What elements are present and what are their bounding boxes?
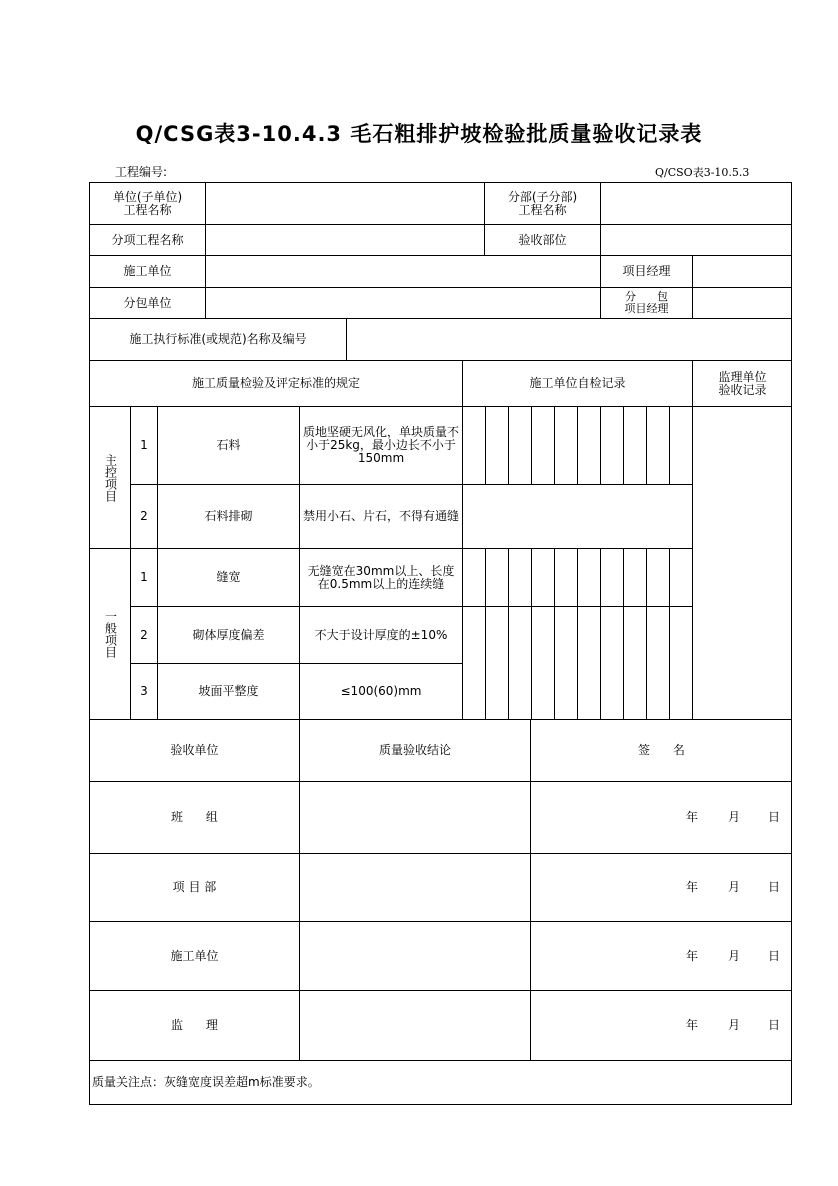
acceptance-row-supervision: 监 理 [171,1018,218,1032]
self-check-header: 施工单位自检记录 [529,376,626,390]
contractor-label: 施工单位 [123,264,172,278]
date-day: 日 [767,880,780,894]
form-code: Q/CSO表3-10.5.3 [655,166,750,179]
acceptance-unit-header: 验收单位 [170,743,219,757]
spec-header: 施工质量检验及评定标准的规定 [191,376,360,390]
date-month: 月 [727,1018,740,1032]
date-month: 月 [727,810,740,824]
acceptance-row-project-dept: 项 目 部 [172,880,217,894]
supervision-header: 监理单位 验收记录 [718,369,767,397]
quality-note: 质量关注点：灰缝宽度误差超m标准要求。 [92,1075,320,1089]
project-manager-label: 项目经理 [622,264,671,278]
date-month: 月 [727,948,740,963]
main-item-2-requirement: 禁用小石、片石，不得有通缝 [302,509,459,523]
date-day: 日 [767,1018,780,1032]
general-item-2-requirement: 不大于设计厚度的±10% [314,627,448,642]
main-item-1-requirement: 质地坚硬无风化，单块质量不小于25kg，最小边长不小于150mm [302,425,459,465]
date-year: 年 [685,810,698,824]
acceptance-part-label: 验收部位 [518,232,567,247]
acceptance-row-team: 班 组 [171,810,218,824]
main-item-1-name: 石料 [216,438,241,452]
main-item-2-no: 2 [140,509,148,523]
signature-header: 签 名 [638,743,685,757]
general-item-1-name: 缝宽 [216,570,241,584]
date-day: 日 [767,810,780,824]
general-item-2-no: 2 [140,627,148,642]
date-day: 日 [767,948,780,963]
general-item-3-no: 3 [140,684,148,698]
main-item-1-no: 1 [140,438,148,452]
general-item-1-no: 1 [140,570,148,584]
division-name-label: 分部(子分部) 工程名称 [507,189,578,217]
general-item-3-name: 坡面平整度 [198,684,259,698]
date-year: 年 [685,948,698,963]
main-item-2-name: 石料排砌 [204,509,253,523]
general-item-2-name: 砌体厚度偏差 [192,627,265,642]
page-title: Q/CSG表3-10.4.3 毛石粗排护坡检验批质量验收记录表 [135,122,703,146]
subitem-name-label: 分项工程名称 [111,232,184,247]
date-month: 月 [727,880,740,894]
general-item-3-requirement: ≤100(60)mm [340,684,422,698]
general-item-1-requirement: 无缝宽在30mm以上、长度在0.5mm以上的连续缝 [307,563,455,591]
standard-label: 施工执行标准(或规范)名称及编号 [129,332,307,346]
main-items-group-label: 主控项目 [103,453,118,502]
conclusion-header: 质量验收结论 [378,743,451,757]
date-year: 年 [685,1018,698,1032]
general-items-group-label: 一般项目 [103,610,118,658]
acceptance-row-contractor: 施工单位 [170,948,219,963]
date-year: 年 [685,880,698,894]
subcontractor-label: 分包单位 [123,295,172,310]
unit-name-label: 单位(子单位) 工程名称 [112,189,183,217]
project-number-label: 工程编号: [115,165,168,179]
sub-manager-label: 分 包 项目经理 [624,290,669,315]
